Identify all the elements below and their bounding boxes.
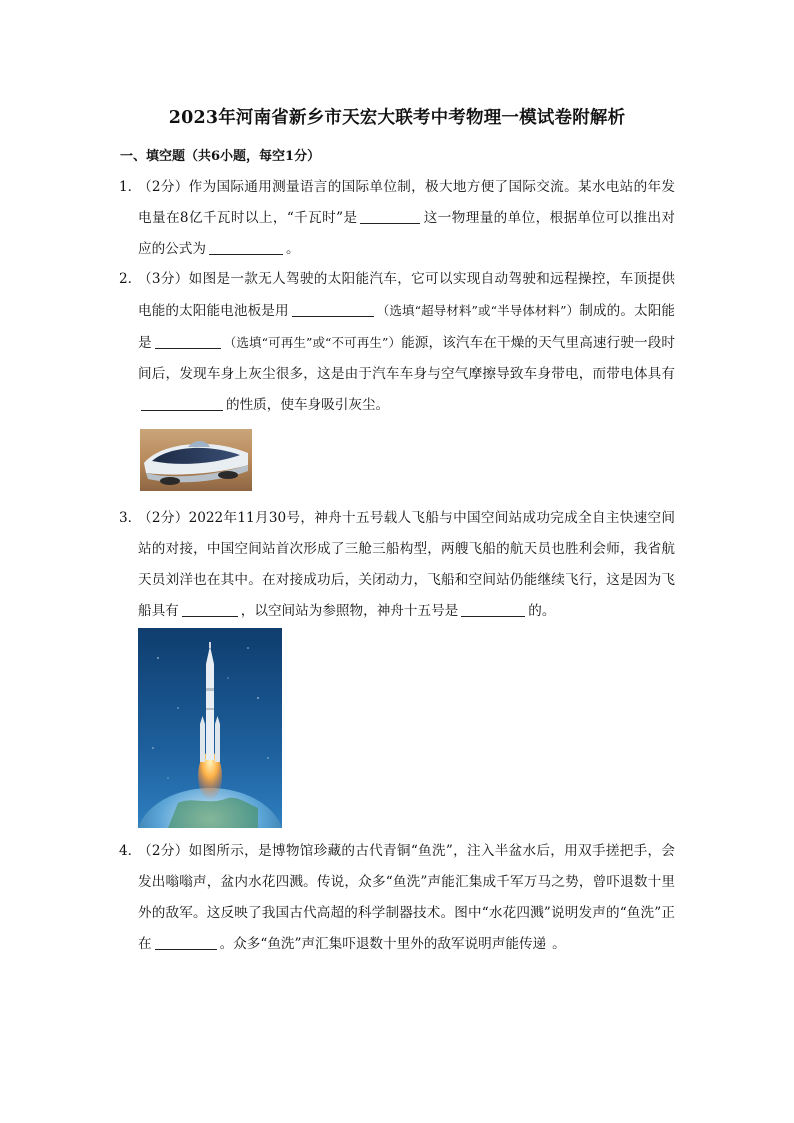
question-3 (119, 503, 675, 627)
question-text: 2022年11月30号，神舟十五号载人飞船与中国空间站成功完成全自主快速空间站的对接，中国空间站首次形成了三舱三船构型，两艘飞船的航天员也胜利会师，我省航天员刘洋也在其中。在对接成功后，关闭动力，飞船和空间站仍能继续飞行，这是因为飞船具有 (138, 510, 675, 619)
question-number: 4． (119, 843, 142, 859)
question-text: 的。 (528, 603, 556, 619)
solar-car-illustration (140, 429, 252, 491)
answer-blank (209, 240, 283, 255)
question-text: 能源，该汽车在干燥的天气里高速行驶一段时间后，发现车身上灰尘很多，这是由于汽车车身与空气摩擦导致车身带电，而带电体具有 (138, 335, 676, 382)
question-text: 。众多“鱼洗”声汇集吓退数十里外的敌军说明声能传递 (219, 936, 547, 952)
question-hint: （选填“可再生”或“不可再生”） (223, 335, 402, 350)
question-text: 作为国际通用测量语言的国际单位制，极大地方便了国际交流。某水电站的年发电量在8亿千瓦时以上，“千瓦时”是 (138, 179, 675, 226)
question-number: 3． (119, 510, 142, 526)
answer-blank (155, 935, 217, 950)
question-text: 如图所示，是博物馆珍藏的古代青铜“鱼洗”，注入半盆水后，用双手搓把手，会发出嗡嗡声，盆内水花四溅。传说，众多“鱼洗”声能汇集成千军万马之势，曾吓退数十里外的敌军。这反映了我国古代高超的科学制器技术。图中“水花四溅”说明发声的“鱼洗”正在 (138, 843, 675, 952)
answer-blank (360, 209, 420, 224)
answer-blank (155, 334, 221, 349)
question-number: 1． (119, 179, 142, 195)
question-text: 这一物理量的单位，根据单位可以推出对应的公式为 (138, 210, 676, 257)
answer-blank (292, 302, 374, 317)
answer-blank (141, 396, 223, 411)
question-text: 如图是一款无人驾驶的太阳能汽车，它可以实现自动驾驶和远程操控，车顶提供电能的太阳能电池板是用 (138, 271, 675, 319)
answer-blank (182, 602, 238, 617)
question-score: （2分） (138, 843, 189, 859)
question-number: 2． (119, 271, 142, 287)
question-text: 的性质，使车身吸引灰尘。 (226, 397, 390, 413)
question-text: 。 (285, 241, 300, 257)
section-heading: 一、填空题（共6小题，每空1分） (120, 149, 321, 164)
rocket-launch-illustration (138, 628, 282, 828)
question-score: （2分） (138, 179, 189, 195)
answer-blank (461, 602, 525, 617)
question-score: （2分） (138, 510, 189, 526)
rocket-image (138, 628, 282, 828)
question-text: 。 (552, 936, 566, 952)
question-hint: （选填“超导材料”或“半导体材料”） (376, 303, 580, 318)
question-score: （3分） (138, 271, 189, 287)
question-text: ，以空间站为参照物，神舟十五号是 (240, 603, 459, 619)
question-1 (119, 172, 675, 265)
question-4 (119, 836, 675, 960)
solar-car-image (140, 429, 252, 491)
question-2 (119, 264, 675, 421)
document-title: 2023年河南省新乡市天宏大联考中考物理一模试卷附解析 (168, 108, 626, 128)
question-text: 制成的。太阳能是 (138, 303, 676, 351)
